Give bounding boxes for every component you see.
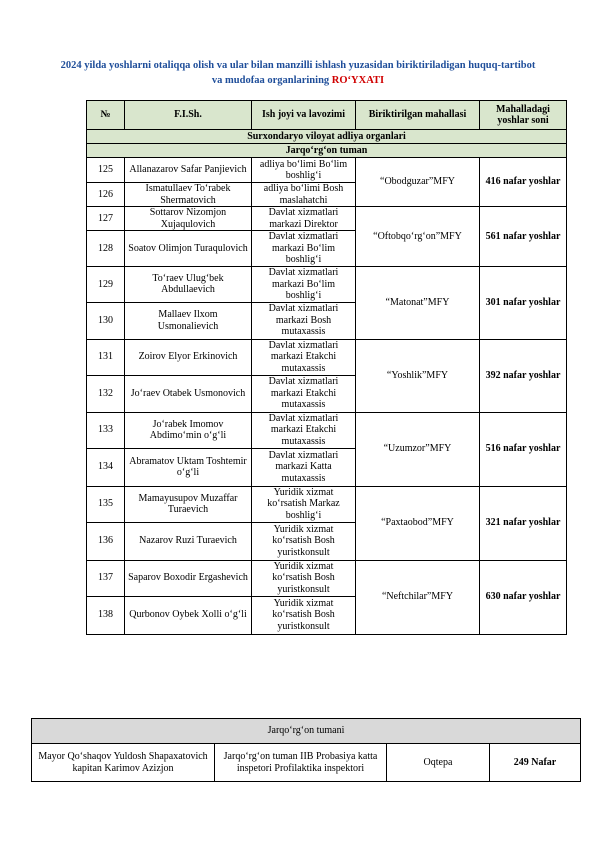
person-job: Yuridik xizmat ko‘rsatish Markaz boshlig‘i <box>252 486 356 522</box>
person-job: Davlat xizmatlari markazi Etakchi mutaxassis <box>252 412 356 448</box>
table-row <box>87 339 567 375</box>
document-title <box>60 58 536 88</box>
person-name: To‘raev Ulug‘bek Abdullaevich <box>125 267 252 303</box>
row-number: 136 <box>87 522 125 560</box>
person-job: adliya bo‘limi Bo‘lim boshlig‘i <box>252 158 356 183</box>
person-name: Soatov Olimjon Turaqulovich <box>125 231 252 267</box>
table-row <box>87 560 567 596</box>
table-row <box>32 744 581 782</box>
mahalla-name: “Oftobqo‘rg‘on”MFY <box>356 207 480 267</box>
person-job: Davlat xizmatlari markazi Bosh mutaxassis <box>252 302 356 339</box>
section-district: Jarqo‘rg‘on tuman <box>87 144 567 158</box>
header-name: F.I.Sh. <box>125 101 252 130</box>
district-table <box>31 718 581 782</box>
youth-count: 516 nafar yoshlar <box>480 412 567 486</box>
person-name: Jo‘rabek Imomov Abdimo‘min o‘g‘li <box>125 412 252 448</box>
row-number: 128 <box>87 231 125 267</box>
youth-count: 249 Nafar <box>490 744 581 782</box>
row-number: 126 <box>87 183 125 207</box>
person-name: Allanazarov Safar Panjievich <box>125 158 252 183</box>
mahalla-name: “Paxtaobod”MFY <box>356 486 480 560</box>
mahalla-name: “Obodguzar”MFY <box>356 158 480 207</box>
person-job: Davlat xizmatlari markazi Bo‘lim boshlig‘i <box>252 267 356 303</box>
person-job: Yuridik xizmat ko‘rsatish Bosh yuristkonsult <box>252 560 356 596</box>
row-number: 137 <box>87 560 125 596</box>
header-number: № <box>87 101 125 130</box>
row-number: 129 <box>87 267 125 303</box>
row-number: 127 <box>87 207 125 231</box>
person-name: Jo‘raev Otabek Usmonovich <box>125 375 252 412</box>
table-header-row <box>87 101 567 130</box>
row-number: 133 <box>87 412 125 448</box>
table-row <box>87 207 567 231</box>
person-job: Davlat xizmatlari markazi Katta mutaxassis <box>252 448 356 486</box>
row-number: 130 <box>87 302 125 339</box>
header-job: Ish joyi va lavozimi <box>252 101 356 130</box>
table-row <box>87 267 567 303</box>
person-job: adliya bo‘limi Bosh maslahatchi <box>252 183 356 207</box>
person-name: Zoirov Elyor Erkinovich <box>125 339 252 375</box>
person-name: Saparov Boxodir Ergashevich <box>125 560 252 596</box>
mahalla-name: “Neftchilar”MFY <box>356 560 480 634</box>
row-number: 131 <box>87 339 125 375</box>
person-name: Sottarov Nizomjon Xujaqulovich <box>125 207 252 231</box>
youth-count: 321 nafar yoshlar <box>480 486 567 560</box>
person-job: Davlat xizmatlari markazi Etakchi mutaxassis <box>252 339 356 375</box>
header-youth-count: Mahalladagi yoshlar soni <box>480 101 567 130</box>
mahalla-name: “Yoshlik”MFY <box>356 339 480 412</box>
person-job: Davlat xizmatlari markazi Etakchi mutaxassis <box>252 375 356 412</box>
mahalla-name: “Matonat”MFY <box>356 267 480 340</box>
youth-count: 392 nafar yoshlar <box>480 339 567 412</box>
youth-count: 416 nafar yoshlar <box>480 158 567 207</box>
person-name: Mallaev Ilxom Usmonalievich <box>125 302 252 339</box>
youth-count: 630 nafar yoshlar <box>480 560 567 634</box>
person-job: Davlat xizmatlari markazi Bo‘lim boshlig‘i <box>252 231 356 267</box>
table-row <box>87 412 567 448</box>
row-number: 134 <box>87 448 125 486</box>
person-name: Ismatullaev To‘rabek Shermatovich <box>125 183 252 207</box>
title-highlight: RO‘YXATI <box>331 75 385 86</box>
mahalla-name: Oqtepa <box>387 744 490 782</box>
person-job: Yuridik xizmat ko‘rsatish Bosh yuristkonsult <box>252 522 356 560</box>
person-names: Mayor Qo‘shaqov Yuldosh Shapaxatovich kapitan Karimov Azizjon <box>32 744 215 782</box>
youth-count: 561 nafar yoshlar <box>480 207 567 267</box>
person-job: Davlat xizmatlari markazi Direktor <box>252 207 356 231</box>
title-main: 2024 yilda yoshlarni otaliqqa olish va ular bilan manzilli ishlash yuzasidan biriktiriladigan huquq-tartibot va mudofaa organlarining <box>60 60 536 86</box>
row-number: 132 <box>87 375 125 412</box>
person-job: Yuridik xizmat ko‘rsatish Bosh yuristkonsult <box>252 596 356 634</box>
person-job: Jarqo‘rg‘on tuman IIB Probasiya katta inspetori Profilaktika inspektori <box>215 744 387 782</box>
person-name: Abramatov Uktam Toshtemir o‘g‘li <box>125 448 252 486</box>
row-number: 138 <box>87 596 125 634</box>
row-number: 125 <box>87 158 125 183</box>
mahalla-name: “Uzumzor”MFY <box>356 412 480 486</box>
table-row <box>87 486 567 522</box>
person-name: Mamayusupov Muzaffar Turaevich <box>125 486 252 522</box>
row-number: 135 <box>87 486 125 522</box>
person-name: Qurbonov Oybek Xolli o‘g‘li <box>125 596 252 634</box>
district-header: Jarqo‘rg‘on tumani <box>32 719 581 744</box>
youth-count: 301 nafar yoshlar <box>480 267 567 340</box>
person-name: Nazarov Ruzi Turaevich <box>125 522 252 560</box>
section-region: Surxondaryo viloyat adliya organlari <box>87 130 567 144</box>
header-mahalla: Biriktirilgan mahallasi <box>356 101 480 130</box>
assignment-table <box>86 100 567 635</box>
table-row <box>87 158 567 183</box>
